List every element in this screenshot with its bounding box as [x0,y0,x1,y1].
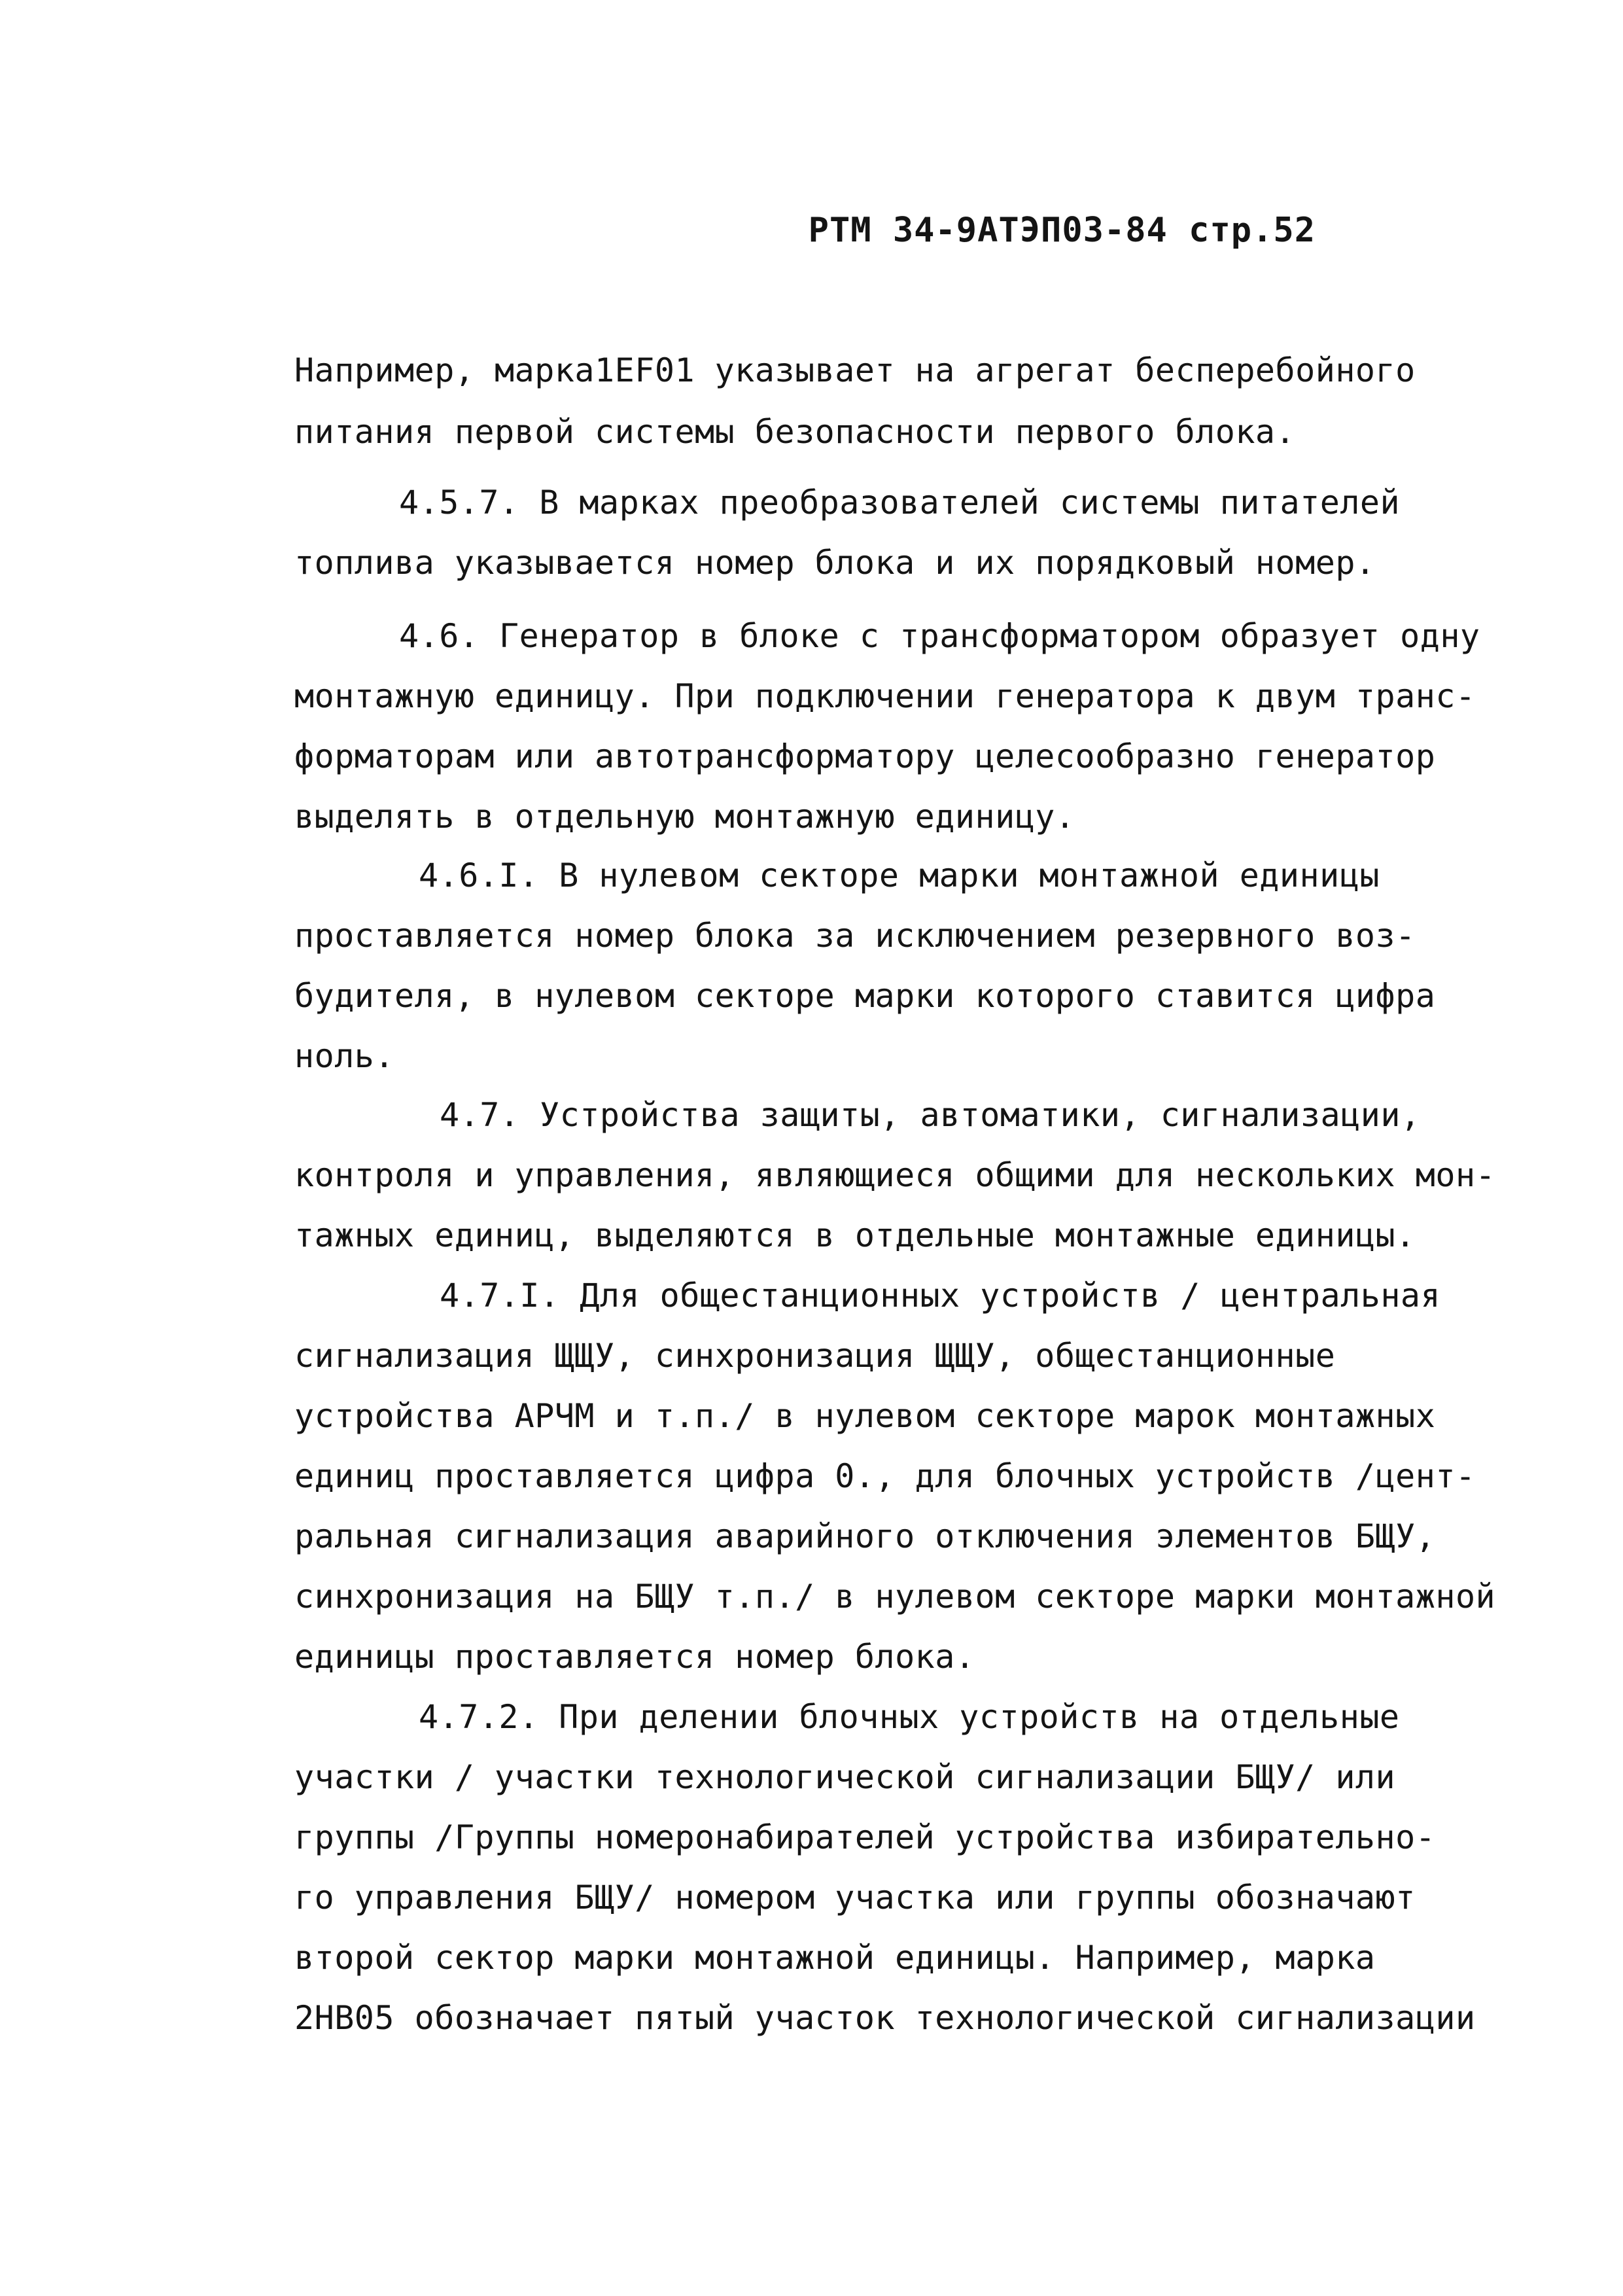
text-line: ральная сигнализация аварийного отключения элементов БЩУ, [294,1517,1436,1555]
text-line: выделять в отдельную монтажную единицу. [294,798,1075,836]
page-header: РТМ 34-9АТЭП03-84 стр.52 [808,211,1316,250]
text-line: топлива указывается номер блока и их порядковый номер. [294,544,1376,582]
text-line: участки / участки технологической сигнализации БЩУ/ или [294,1758,1396,1796]
text-line: устройства АРЧМ и т.п./ в нулевом секторе марок монтажных [294,1397,1436,1435]
text-line: будителя, в нулевом секторе марки которого ставится цифра [294,977,1436,1015]
text-line: 4.7. Устройства защиты, автоматики, сигнализации, [440,1096,1421,1134]
text-line: контроля и управления, являющиеся общими для нескольких мон- [294,1156,1496,1194]
text-line: питания первой системы безопасности первого блока. [294,413,1296,451]
text-line: группы /Группы номеронабирателей устройства избирательно- [294,1818,1436,1856]
text-line: 2HB05 обозначает пятый участок технологической сигнализации [294,1999,1476,2037]
text-line: тажных единиц, выделяются в отдельные монтажные единицы. [294,1216,1416,1254]
text-line: 4.5.7. В марках преобразователей системы питателей [399,484,1401,521]
text-line: сигнализация ЩЩУ, синхронизация ЩЩУ, общестанционные [294,1337,1336,1375]
text-line: Например, марка1EF01 указывает на агрегат бесперебойного [294,351,1416,389]
text-line: 4.6. Генератор в блоке с трансформатором образует одну [399,617,1480,655]
text-line: ноль. [294,1037,395,1075]
text-line: форматорам или автотрансформатору целесообразно генератор [294,737,1436,775]
text-line: второй сектор марки монтажной единицы. Например, марка [294,1939,1376,1977]
text-line: синхронизация на БЩУ т.п./ в нулевом секторе марки монтажной [294,1578,1496,1616]
text-line: единиц проставляется цифра 0., для блочных устройств /цент- [294,1457,1476,1495]
text-line: 4.7.I. Для общестанционных устройств / центральная [440,1277,1441,1315]
text-line: 4.6.I. В нулевом секторе марки монтажной единицы [419,857,1380,894]
text-line: 4.7.2. При делении блочных устройств на отдельные [419,1698,1400,1736]
text-line: проставляется номер блока за исключением резервного воз- [294,917,1416,955]
text-line: го управления БЩУ/ номером участка или группы обозначают [294,1879,1416,1916]
text-line: единицы проставляется номер блока. [294,1638,975,1676]
text-line: монтажную единицу. При подключении генератора к двум транс- [294,677,1476,715]
